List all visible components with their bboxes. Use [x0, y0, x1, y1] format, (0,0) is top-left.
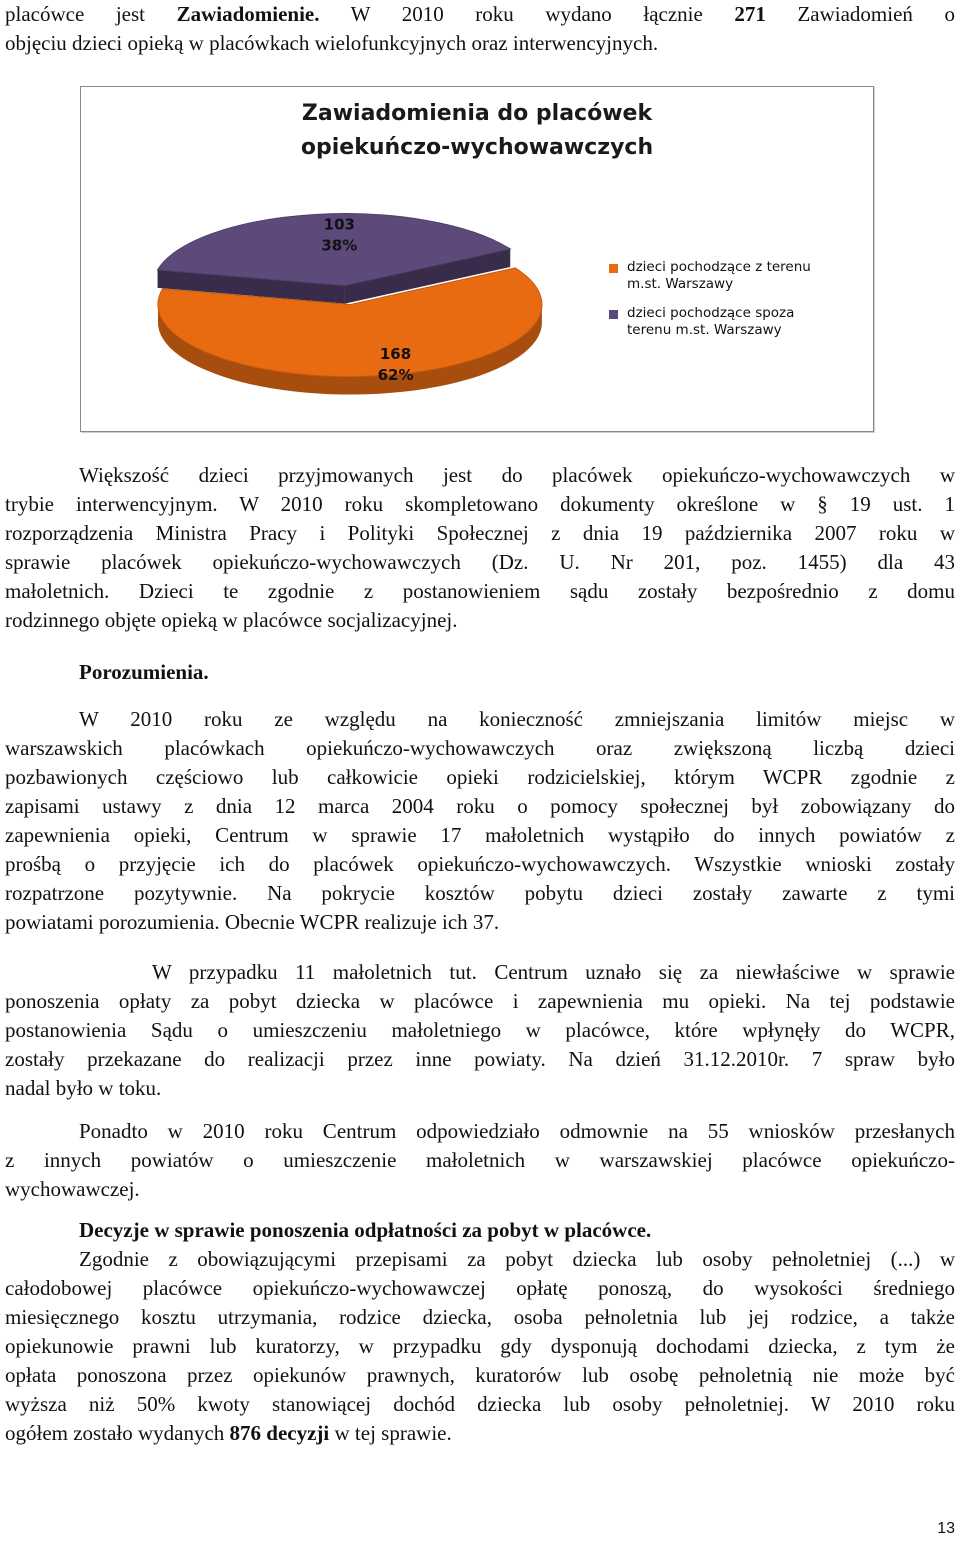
text-line — [5, 0, 955, 29]
text-line: z innych powiatów o umieszczenie małoletnich w warszawskiej placówce opiekuńczo- — [5, 1148, 955, 1172]
text-span: W 2010 roku wydano łącznie — [319, 2, 735, 26]
text-line: całodobowej placówce opiekuńczo-wychowawczej opłatę ponoszą, do wysokości średniego — [5, 1276, 955, 1300]
legend-item — [609, 259, 869, 293]
text-line: zapisami ustawy z dnia 12 marca 2004 roku o pomocy społecznej był zobowiązany do — [5, 794, 955, 818]
text-line: rozporządzenia Ministra Pracy i Polityki Społecznej z dnia 19 października 2007 roku w — [5, 521, 955, 545]
text-line: opiekunowie prawni lub kuratorzy, w przypadku gdy dysponują dochodami dziecka, z tym że — [5, 1334, 955, 1358]
text-line: pozbawionych częściowo lub całkowicie opieki rodzicielskiej, którym WCPR zgodnie z — [5, 765, 955, 789]
legend-swatch — [609, 264, 618, 273]
text-line: Ponadto w 2010 roku Centrum odpowiedziało odmownie na 55 wniosków przesłanych — [79, 1119, 955, 1143]
section-heading: Decyzje w sprawie ponoszenia odpłatności za pobyt w placówce. — [79, 1218, 652, 1242]
bold-term: 876 decyzji — [229, 1421, 330, 1445]
text-line: W 2010 roku ze względu na konieczność zmniejszania limitów miejsc w — [79, 707, 955, 731]
text-line — [5, 1419, 955, 1448]
text-line: małoletnich. Dzieci te zgodnie z postanowieniem sądu zostały bezpośrednio z domu — [5, 579, 955, 603]
text-line: wyższa niż 50% kwoty stanowiącej dochód dziecka lub osoby pełnoletniej. W 2010 roku — [5, 1392, 955, 1416]
text-line: postanowienia Sądu o umieszczeniu małoletniego w placówce, które wpłynęły do WCPR, — [5, 1018, 955, 1042]
bold-number: 271 — [734, 2, 766, 26]
pie-chart — [80, 86, 874, 432]
text-line: zostały przekazane do realizacji przez inne powiaty. Na dzień 31.12.2010r. 7 spraw było — [5, 1047, 955, 1071]
legend-label-line: dzieci pochodzące z terenu — [627, 259, 811, 275]
legend-label-line: terenu m.st. Warszawy — [627, 322, 782, 338]
section-heading: Porozumienia. — [79, 660, 209, 684]
text-span: w tej sprawie. — [329, 1421, 452, 1445]
text-line: prośbą o przyjęcie ich do placówek opiekuńczo-wychowawczych. Wszystkie wnioski zostały — [5, 852, 955, 876]
text-line: ponoszenia opłaty za pobyt dziecka w placówce i zapewnienia mu opieki. Na tej podstawie — [5, 989, 955, 1013]
text-line: Zgodnie z obowiązującymi przepisami za pobyt dziecka lub osoby pełnoletniej (...) w — [79, 1247, 955, 1271]
text-line: trybie interwencyjnym. W 2010 roku skompletowano dokumenty określone w § 19 ust. 1 — [5, 492, 955, 516]
legend-item — [609, 305, 869, 339]
data-label-value: 168 — [379, 344, 412, 363]
data-label-percent: 62% — [377, 365, 414, 384]
legend-label-line: dzieci pochodzące spoza — [627, 305, 795, 321]
text-line: wychowawczej. — [5, 1177, 140, 1201]
text-line: sprawie placówek opiekuńczo-wychowawczych (Dz. U. Nr 201, poz. 1455) dla 43 — [5, 550, 955, 574]
chart-title-line-2: opiekuńczo-wychowawczych — [300, 135, 654, 160]
chart-title-line-1: Zawiadomienia do placówek — [301, 101, 653, 126]
text-line: W przypadku 11 małoletnich tut. Centrum uznało się za niewłaściwe w sprawie — [152, 960, 955, 984]
text-line: objęciu dzieci opieką w placówkach wielofunkcyjnych oraz interwencyjnych. — [5, 31, 659, 55]
text-line: powiatami porozumienia. Obecnie WCPR realizuje ich 37. — [5, 910, 500, 934]
text-line: nadal było w toku. — [5, 1076, 162, 1100]
text-line: warszawskich placówkach opiekuńczo-wychowawczych oraz zwiększoną liczbą dzieci — [5, 736, 955, 760]
legend-swatch — [609, 310, 618, 319]
page-number: 13 — [937, 1520, 955, 1537]
text-span: placówce jest — [5, 2, 177, 26]
text-line: rozpatrzone pozytywnie. Na pokrycie kosztów pobytu dzieci zostały zawarte z tymi — [5, 881, 955, 905]
text-span: ogółem zostało wydanych — [5, 1421, 230, 1445]
data-label-percent: 38% — [321, 236, 358, 255]
text-line: Większość dzieci przyjmowanych jest do placówek opiekuńczo-wychowawczych w — [79, 463, 955, 487]
data-label-value: 103 — [323, 215, 355, 234]
legend-label-line: m.st. Warszawy — [627, 276, 734, 292]
text-line: zapewnienia opieki, Centrum w sprawie 17 małoletnich wystąpiło do innych powiatów z — [5, 823, 955, 847]
text-line: miesięcznego kosztu utrzymania, rodzice dziecka, osoba pełnoletnia lub jej rodzice, a także — [5, 1305, 955, 1329]
text-span: Zawiadomień o — [765, 2, 955, 26]
text-line: opłata ponoszona przez opiekunów prawnych, kuratorów lub osobę pełnoletnią nie może być — [5, 1363, 955, 1387]
chart-legend — [609, 259, 869, 351]
text-line: rodzinnego objęte opieką w placówce socjalizacyjnej. — [5, 608, 458, 632]
bold-term: Zawiadomienie. — [176, 2, 320, 26]
